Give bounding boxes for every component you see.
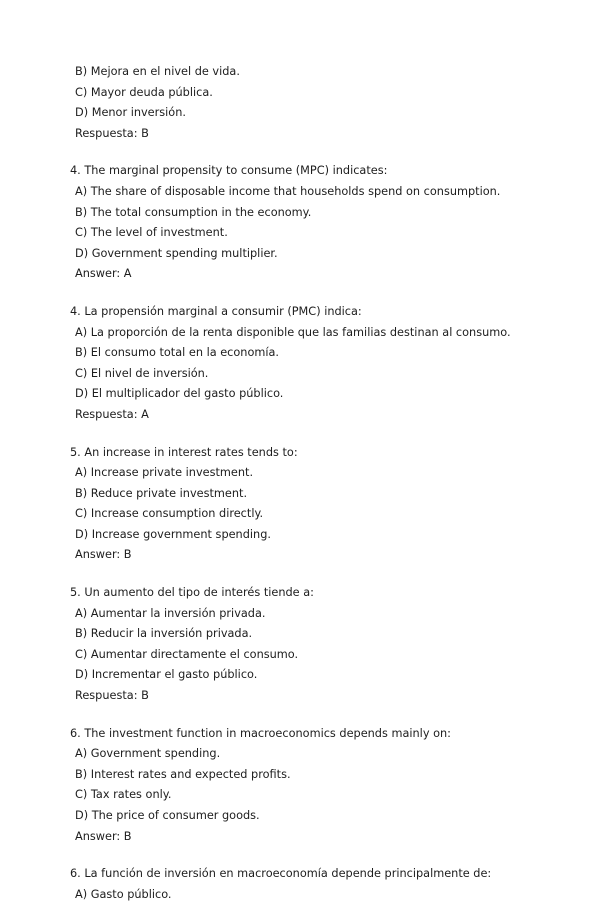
answer-option-line: A) La proporción de la renta disponible que las familias destinan al consumo. bbox=[75, 325, 511, 339]
answer-option-line: D) Increase government spending. bbox=[75, 527, 271, 541]
answer-option-line: Answer: B bbox=[75, 829, 132, 843]
answer-option-line: Answer: B bbox=[75, 548, 132, 562]
block-question-4-es bbox=[70, 302, 540, 426]
answer-option-line: A) Aumentar la inversión privada. bbox=[75, 606, 266, 620]
answer-option-line: D) Menor inversión. bbox=[75, 106, 186, 120]
answer-option-line: B) El consumo total en la economía. bbox=[75, 346, 280, 360]
answer-option-line: B) Mejora en el nivel de vida. bbox=[75, 65, 240, 78]
question-stem-line: 5. Un aumento del tipo de interés tiende a: bbox=[70, 586, 314, 600]
block-continuation-q3 bbox=[70, 62, 540, 144]
question-stem-line: 4. La propensión marginal a consumir (PMC) indica: bbox=[70, 304, 362, 318]
answer-option-line: D) Government spending multiplier. bbox=[75, 246, 278, 260]
question-stem-line: 6. La función de inversión en macroeconomía depende principalmente de: bbox=[70, 867, 492, 881]
answer-option-line: B) Interest rates and expected profits. bbox=[75, 767, 291, 781]
block-question-5-en bbox=[70, 443, 540, 567]
answer-option-line: C) The level of investment. bbox=[75, 226, 228, 240]
answer-option-line: A) Gasto público. bbox=[75, 887, 172, 901]
document-body bbox=[70, 62, 540, 905]
answer-option-line: D) The price of consumer goods. bbox=[75, 809, 260, 822]
answer-option-line: A) The share of disposable income that households spend on consumption. bbox=[75, 184, 501, 198]
block-question-4-en bbox=[70, 161, 540, 285]
answer-option-line: B) The total consumption in the economy. bbox=[75, 205, 312, 219]
block-question-6-en bbox=[70, 724, 540, 848]
answer-option-line: B) Reducir la inversión privada. bbox=[75, 627, 253, 641]
answer-option-line: Answer: A bbox=[75, 267, 132, 281]
answer-option-line: D) Incrementar el gasto público. bbox=[75, 668, 258, 682]
answer-option-line: C) Increase consumption directly. bbox=[75, 507, 264, 521]
answer-option-line: Respuesta: A bbox=[75, 407, 149, 421]
answer-option-line: D) El multiplicador del gasto público. bbox=[75, 387, 284, 401]
answer-option-line: A) Government spending. bbox=[75, 747, 221, 761]
answer-option-line: C) El nivel de inversión. bbox=[75, 366, 209, 380]
question-stem-line: 4. The marginal propensity to consume (MPC) indicates: bbox=[70, 164, 388, 178]
answer-option-line: C) Mayor deuda pública. bbox=[75, 85, 213, 99]
answer-option-line: Respuesta: B bbox=[75, 689, 149, 703]
block-question-5-es bbox=[70, 583, 540, 707]
answer-option-line: Respuesta: B bbox=[75, 126, 149, 140]
answer-option-line: C) Tax rates only. bbox=[75, 788, 172, 802]
question-stem-line: 5. An increase in interest rates tends to: bbox=[70, 445, 298, 459]
answer-option-line: C) Aumentar directamente el consumo. bbox=[75, 647, 299, 661]
question-stem-line: 6. The investment function in macroeconomics depends mainly on: bbox=[70, 726, 451, 740]
answer-option-line: A) Increase private investment. bbox=[75, 466, 254, 480]
block-question-6-es bbox=[70, 864, 540, 905]
answer-option-line: B) Reduce private investment. bbox=[75, 486, 248, 500]
